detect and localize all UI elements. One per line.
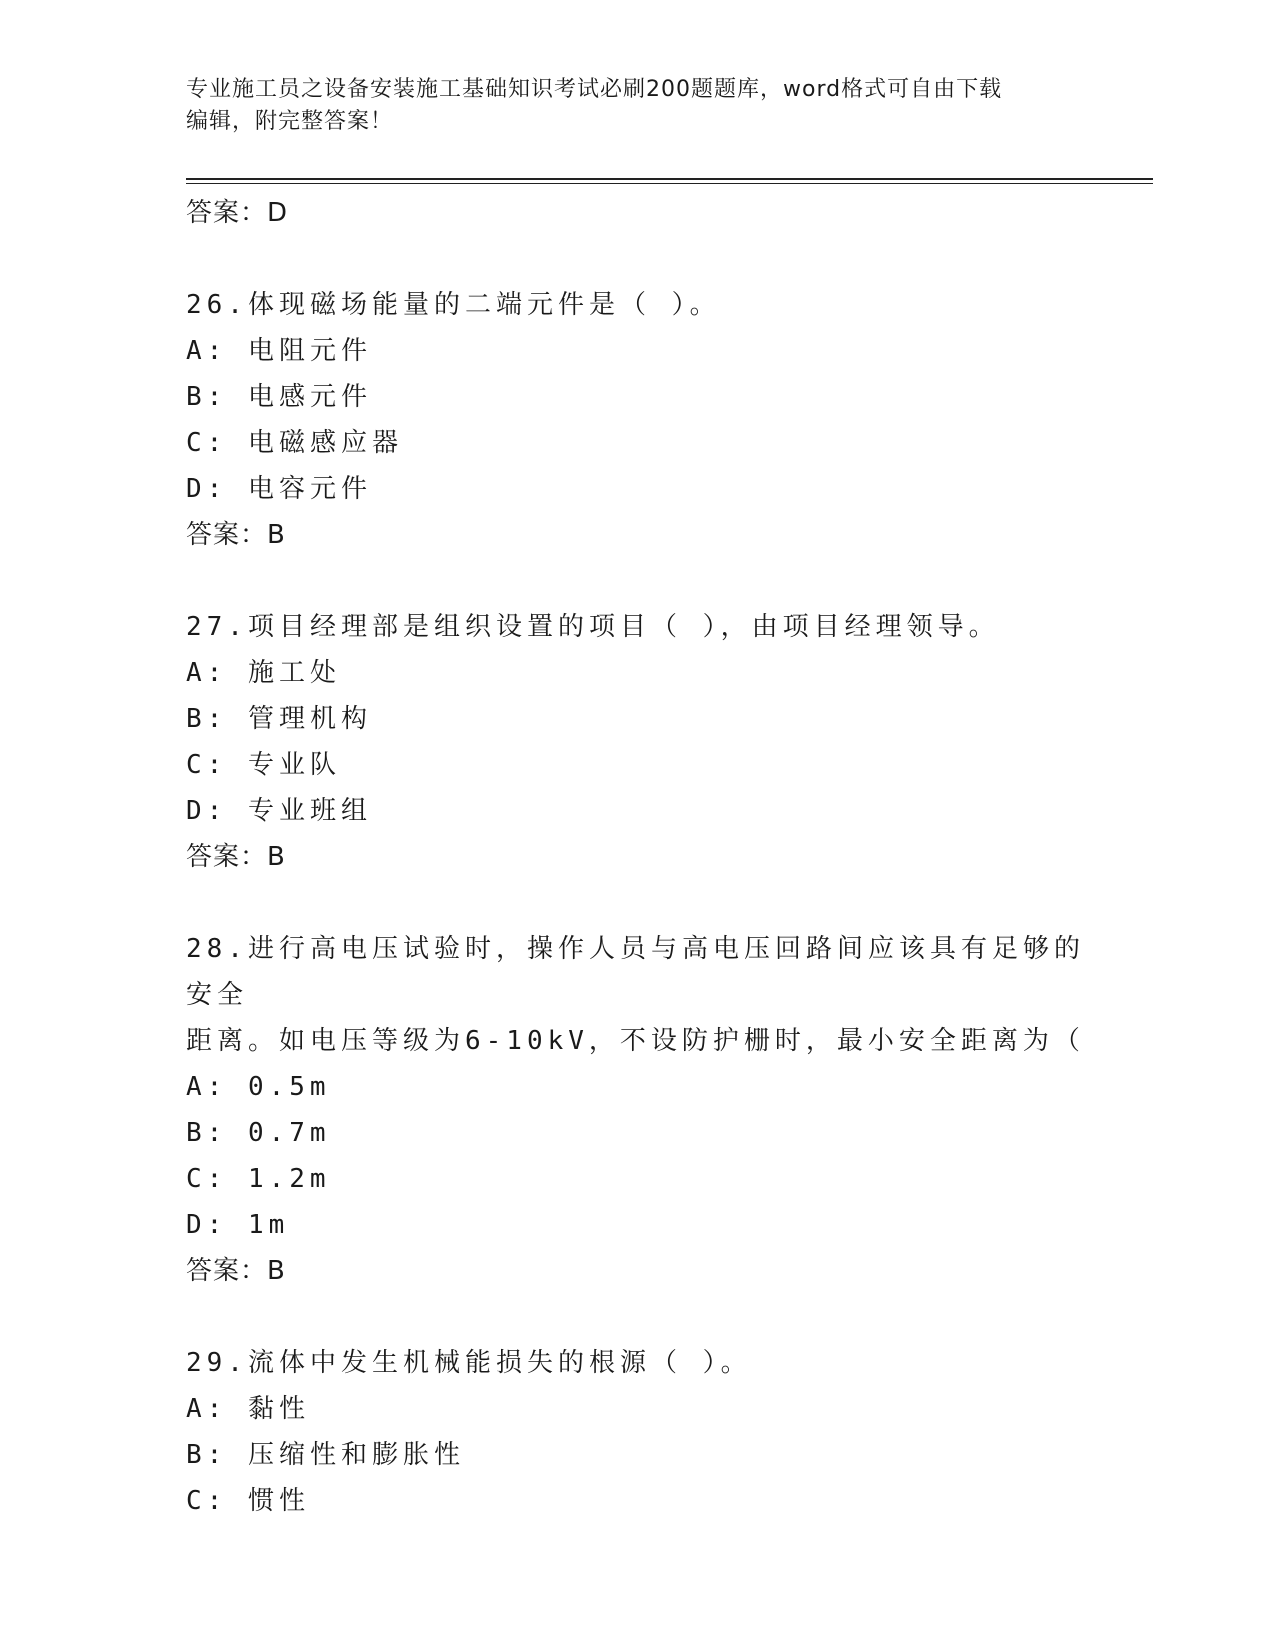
option-c: C: 专业队 — [186, 750, 341, 780]
option-b: B: 压缩性和膨胀性 — [186, 1440, 465, 1470]
question-stem-line1: 28.进行高电压试验时，操作人员与高电压回路间应该具有足够的安全 — [186, 934, 1085, 1010]
header-divider-thick — [186, 178, 1153, 180]
option-d: D: 电容元件 — [186, 474, 372, 504]
spacer — [186, 558, 1086, 604]
option-a: A: 电阻元件 — [186, 336, 372, 366]
spacer — [186, 1294, 1086, 1340]
question-answer: 答案：B — [186, 1256, 286, 1286]
option-a: A: 黏性 — [186, 1394, 310, 1424]
option-c: C: 电磁感应器 — [186, 428, 403, 458]
option-c: C: 1.2m — [186, 1164, 331, 1194]
option-d: D: 1m — [186, 1210, 290, 1240]
question-29 — [186, 1340, 1086, 1524]
header-title-line2: 编辑，附完整答案！ — [186, 109, 394, 134]
question-26 — [186, 282, 1086, 558]
question-27 — [186, 604, 1086, 880]
question-stem: 29.流体中发生机械能损失的根源（ ）。 — [186, 1348, 752, 1378]
question-answer: 答案：B — [186, 520, 286, 550]
question-stem: 26.体现磁场能量的二端元件是（ ）。 — [186, 290, 721, 320]
question-stem-line2: 距离。如电压等级为6-10kV，不设防护栅时，最小安全距离为（ — [186, 1026, 1085, 1056]
question-answer: 答案：B — [186, 842, 286, 872]
question-28 — [186, 926, 1086, 1294]
option-b: B: 电感元件 — [186, 382, 372, 412]
spacer — [186, 236, 1086, 282]
question-stem: 27.项目经理部是组织设置的项目（ ），由项目经理领导。 — [186, 612, 1000, 642]
option-b: B: 管理机构 — [186, 704, 372, 734]
option-a: A: 施工处 — [186, 658, 341, 688]
header-divider-thin — [186, 183, 1153, 184]
question-content — [186, 190, 1086, 1524]
option-a: A: 0.5m — [186, 1072, 331, 1102]
option-d: D: 专业班组 — [186, 796, 372, 826]
previous-answer: 答案：D — [186, 198, 289, 228]
option-b: B: 0.7m — [186, 1118, 331, 1148]
spacer — [186, 880, 1086, 926]
document-header — [186, 74, 1066, 138]
header-title-line1: 专业施工员之设备安装施工基础知识考试必刷200题题库，word格式可自由下载 — [186, 77, 1003, 102]
option-c: C: 惯性 — [186, 1486, 310, 1516]
